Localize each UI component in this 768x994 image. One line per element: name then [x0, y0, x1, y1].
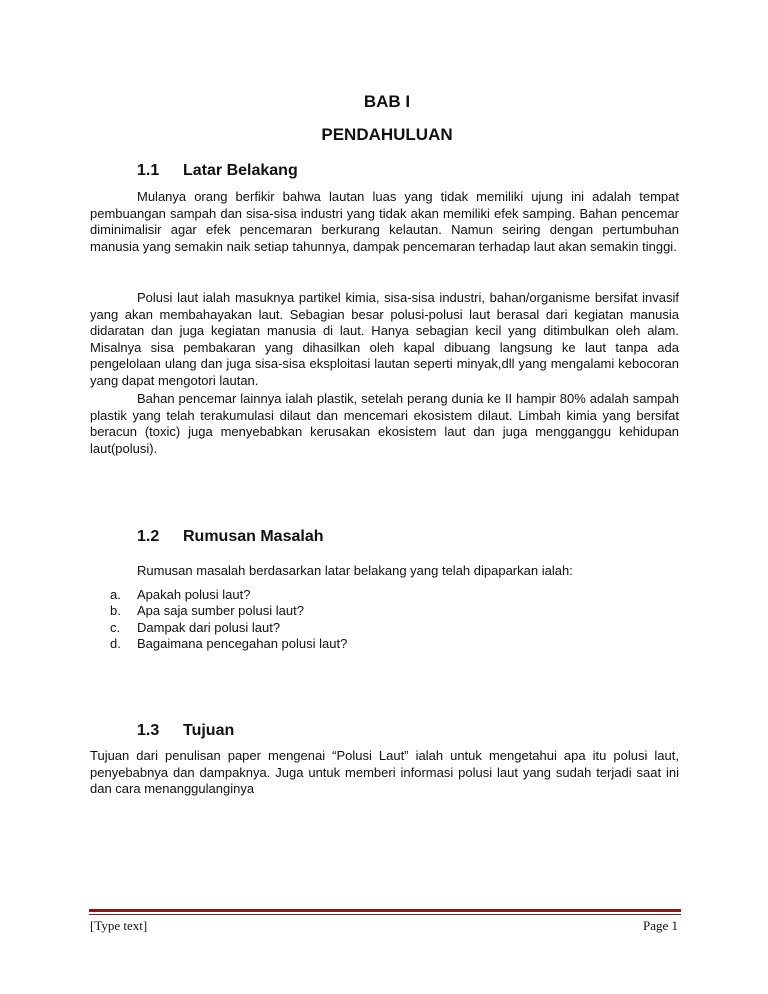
list-text: Bagaimana pencegahan polusi laut?	[137, 635, 348, 651]
list-marker: a.	[110, 587, 121, 602]
list-text: Apa saja sumber polusi laut?	[137, 603, 304, 619]
list-item	[110, 636, 347, 652]
chapter-label: BAB I	[363, 92, 411, 111]
footer-left-text: [Type text]	[90, 918, 148, 933]
section-number: 1.3	[137, 722, 160, 739]
rumusan-list	[110, 587, 347, 652]
section-title: Latar Belakang	[183, 162, 298, 179]
list-text: Apakah polusi laut?	[137, 587, 251, 602]
paragraph-latar-2: Polusi laut ialah masuknya partikel kimia, sisa-sisa industri, bahan/organisme bersifat invasif yang akan membahayakan laut. Sebagian besar polusi-polusi laut berasal dari kegiatan manusia didaratan dan juga kegiatan manusia di laut. Hanya sebagian kecil yang ditimbulkan oleh alam. Misalnya sisa pembakaran yang dihasilkan oleh kapal dibuang langsung ke laut tanpa ada pengelolaan ulang dan juga sisa-sisa eksploitasi lautan seperti minyak,dll yang mengalami kebocoran yang dapat mengotori lautan.	[90, 290, 679, 388]
paragraph-latar-1: Mulanya orang berfikir bahwa lautan luas yang tidak memiliki ujung ini adalah tempat pembuangan sampah dan sisa-sisa industri yang tidak akan memiliki efek samping. Bahan pencemar diminimalisir agar efek pencemaran berkurang kelautan. Namun seiring dengan pertumbuhan manusia yang semakin naik setiap tahunnya, dampak pencemaran terhadap laut akan semakin tinggi.	[90, 189, 679, 254]
paragraph-latar-3: Bahan pencemar lainnya ialah plastik, setelah perang dunia ke II hampir 80% adalah sampah plastik yang telah terakumulasi dilaut dan mencemari ekosistem dilaut. Limbah kimia yang bersifat beracun (toxic) juga menyebabkan kerusakan ekosistem laut dan juga mengganggu kehidupan laut(polusi).	[90, 391, 679, 456]
list-marker: b.	[110, 603, 121, 619]
section-number: 1.1	[137, 162, 160, 179]
page-number: Page 1	[642, 918, 678, 933]
section-number: 1.2	[137, 528, 160, 545]
rumusan-intro: Rumusan masalah berdasarkan latar belakang yang telah dipaparkan ialah:	[137, 563, 573, 578]
section-title: Rumusan Masalah	[183, 528, 324, 545]
list-item	[110, 603, 347, 619]
paragraph-tujuan: Tujuan dari penulisan paper mengenai “Polusi Laut” ialah untuk mengetahui apa itu polusi laut, penyebabnya dan dampaknya. Juga untuk memberi informasi polusi laut yang sudah terjadi saat ini dan cara menanggulanginya	[90, 748, 679, 796]
list-item	[110, 620, 347, 636]
section-heading-1-1	[137, 162, 298, 180]
section-title: Tujuan	[183, 722, 235, 739]
list-item	[110, 587, 347, 603]
list-marker: d.	[110, 635, 121, 651]
list-text: Dampak dari polusi laut?	[137, 619, 281, 635]
list-marker: c.	[110, 619, 121, 635]
chapter-title: PENDAHULUAN	[321, 125, 453, 144]
footer-rule-thick	[89, 909, 681, 912]
footer-rule-thin	[89, 914, 681, 915]
section-heading-1-2	[137, 528, 323, 546]
section-heading-1-3	[137, 722, 234, 740]
